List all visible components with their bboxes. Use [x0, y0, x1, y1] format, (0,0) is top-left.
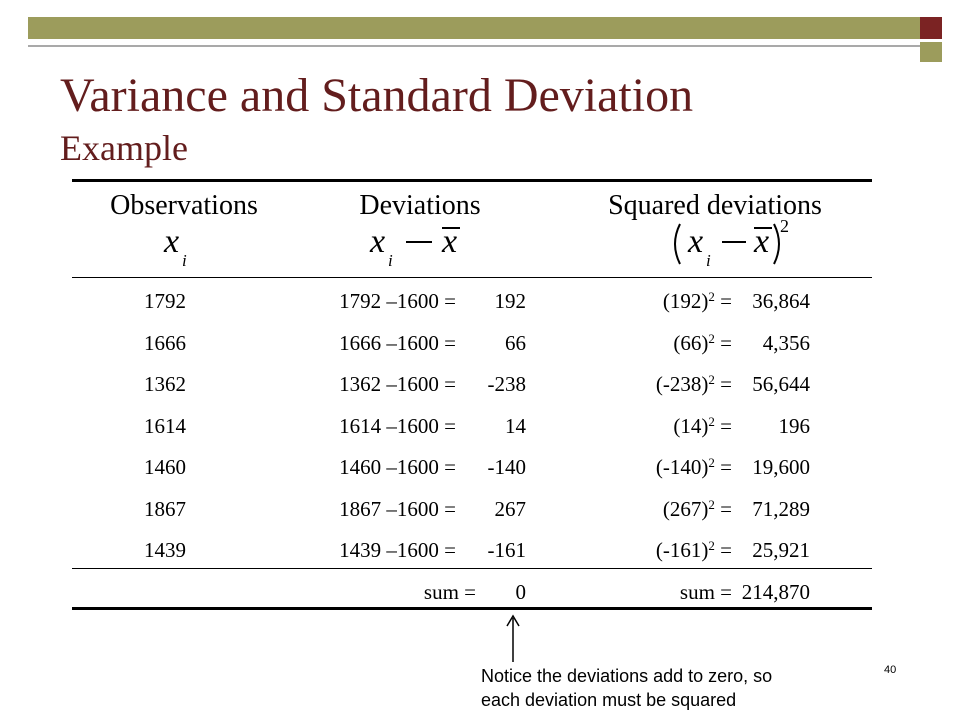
- row-deviation-expression: 1867 –1600 =: [339, 497, 456, 521]
- row-deviation-value: -140: [487, 455, 526, 479]
- page-number: 40: [884, 664, 897, 676]
- row-squared-value: 25,921: [752, 538, 810, 562]
- formula-xi: [160, 222, 200, 270]
- header-observations: Observations: [110, 190, 258, 221]
- row-observation: 1867: [144, 497, 186, 521]
- row-deviation-value: -238: [487, 372, 526, 396]
- svg-text:x: x: [754, 223, 770, 260]
- row-squared-expression: [560, 414, 732, 438]
- svg-text:i: i: [182, 251, 187, 270]
- row-deviation-value: 14: [505, 414, 526, 438]
- row-deviation-expression: 1666 –1600 =: [339, 331, 456, 355]
- row-squared-exponent: 2: [708, 289, 715, 304]
- row-squared-base: (-161): [655, 538, 709, 562]
- row-deviation-value: 192: [494, 289, 526, 313]
- squared-sum-value: 214,870: [741, 580, 810, 604]
- row-squared-value: 196: [778, 414, 810, 438]
- note-text: [481, 664, 881, 712]
- row-deviation-expression: 1362 –1600 =: [339, 372, 456, 396]
- row-squared-base: (192): [662, 289, 709, 313]
- svg-text:i: i: [706, 251, 711, 270]
- squared-sum-label: sum =: [679, 580, 732, 604]
- row-observation: 1460: [144, 455, 186, 479]
- row-observation: 1439: [144, 538, 186, 562]
- row-deviation-expression: 1460 –1600 =: [339, 455, 456, 479]
- svg-text:x: x: [164, 223, 180, 260]
- row-squared-expression: [560, 331, 732, 355]
- deviation-sum-value: 0: [515, 580, 526, 604]
- note-line-1: Notice the deviations add to zero, so: [481, 666, 773, 686]
- table-header-rule: [72, 277, 872, 278]
- row-squared-exponent: 2: [708, 372, 715, 387]
- header-decorative-square-olive: [920, 42, 942, 62]
- row-squared-expression: [560, 538, 732, 562]
- header-decorative-bar: [28, 17, 942, 39]
- row-squared-base: (-238): [655, 372, 709, 396]
- table-top-rule: [72, 179, 872, 182]
- formula-squared-deviation: [666, 210, 796, 270]
- row-squared-value: 56,644: [752, 372, 810, 396]
- svg-text:2: 2: [780, 216, 789, 236]
- table-bottom-rule: [72, 607, 872, 610]
- svg-text:i: i: [388, 251, 393, 270]
- row-deviation-expression: 1792 –1600 =: [339, 289, 456, 313]
- row-deviation-expression: 1439 –1600 =: [339, 538, 456, 562]
- row-observation: 1362: [144, 372, 186, 396]
- row-squared-equals: =: [720, 538, 732, 562]
- row-squared-equals: =: [720, 372, 732, 396]
- header-squared-deviations: Squared deviations: [608, 190, 822, 221]
- row-squared-exponent: 2: [708, 455, 715, 470]
- row-squared-equals: =: [720, 289, 732, 313]
- note-line-2: each deviation must be squared: [481, 690, 737, 710]
- row-deviation-expression: 1614 –1600 =: [339, 414, 456, 438]
- svg-text:x: x: [442, 223, 458, 260]
- row-squared-exponent: 2: [708, 538, 715, 553]
- row-squared-base: (66): [673, 331, 709, 355]
- note-arrow-icon: [498, 612, 528, 669]
- row-observation: 1666: [144, 331, 186, 355]
- svg-text:x: x: [688, 223, 704, 260]
- row-deviation-value: -161: [487, 538, 526, 562]
- deviation-sum-label: sum =: [423, 580, 476, 604]
- row-deviation-value: 66: [505, 331, 526, 355]
- row-squared-expression: [560, 372, 732, 396]
- row-squared-value: 71,289: [752, 497, 810, 521]
- svg-text:x: x: [370, 223, 386, 260]
- formula-deviation: [366, 222, 476, 270]
- row-deviation-value: 267: [494, 497, 526, 521]
- row-squared-value: 19,600: [752, 455, 810, 479]
- table-sum-rule: [72, 568, 872, 569]
- header-decorative-square-red: [920, 17, 942, 39]
- row-squared-value: 4,356: [762, 331, 810, 355]
- row-squared-expression: [560, 455, 732, 479]
- row-squared-expression: [560, 497, 732, 521]
- slide-subtitle: Example: [60, 128, 188, 168]
- header-deviations: Deviations: [359, 190, 481, 221]
- row-squared-equals: =: [720, 331, 732, 355]
- row-squared-base: (-140): [655, 455, 709, 479]
- row-squared-base: (14): [673, 414, 709, 438]
- row-squared-exponent: 2: [708, 497, 715, 512]
- row-squared-equals: =: [720, 497, 732, 521]
- row-squared-expression: [560, 289, 732, 313]
- row-observation: 1614: [144, 414, 186, 438]
- row-squared-exponent: 2: [708, 414, 715, 429]
- slide-title: Variance and Standard Deviation: [60, 69, 694, 122]
- row-squared-exponent: 2: [708, 331, 715, 346]
- row-squared-equals: =: [720, 455, 732, 479]
- header-decorative-line: [28, 45, 942, 47]
- row-squared-equals: =: [720, 414, 732, 438]
- row-observation: 1792: [144, 289, 186, 313]
- row-squared-base: (267): [662, 497, 709, 521]
- row-squared-value: 36,864: [752, 289, 810, 313]
